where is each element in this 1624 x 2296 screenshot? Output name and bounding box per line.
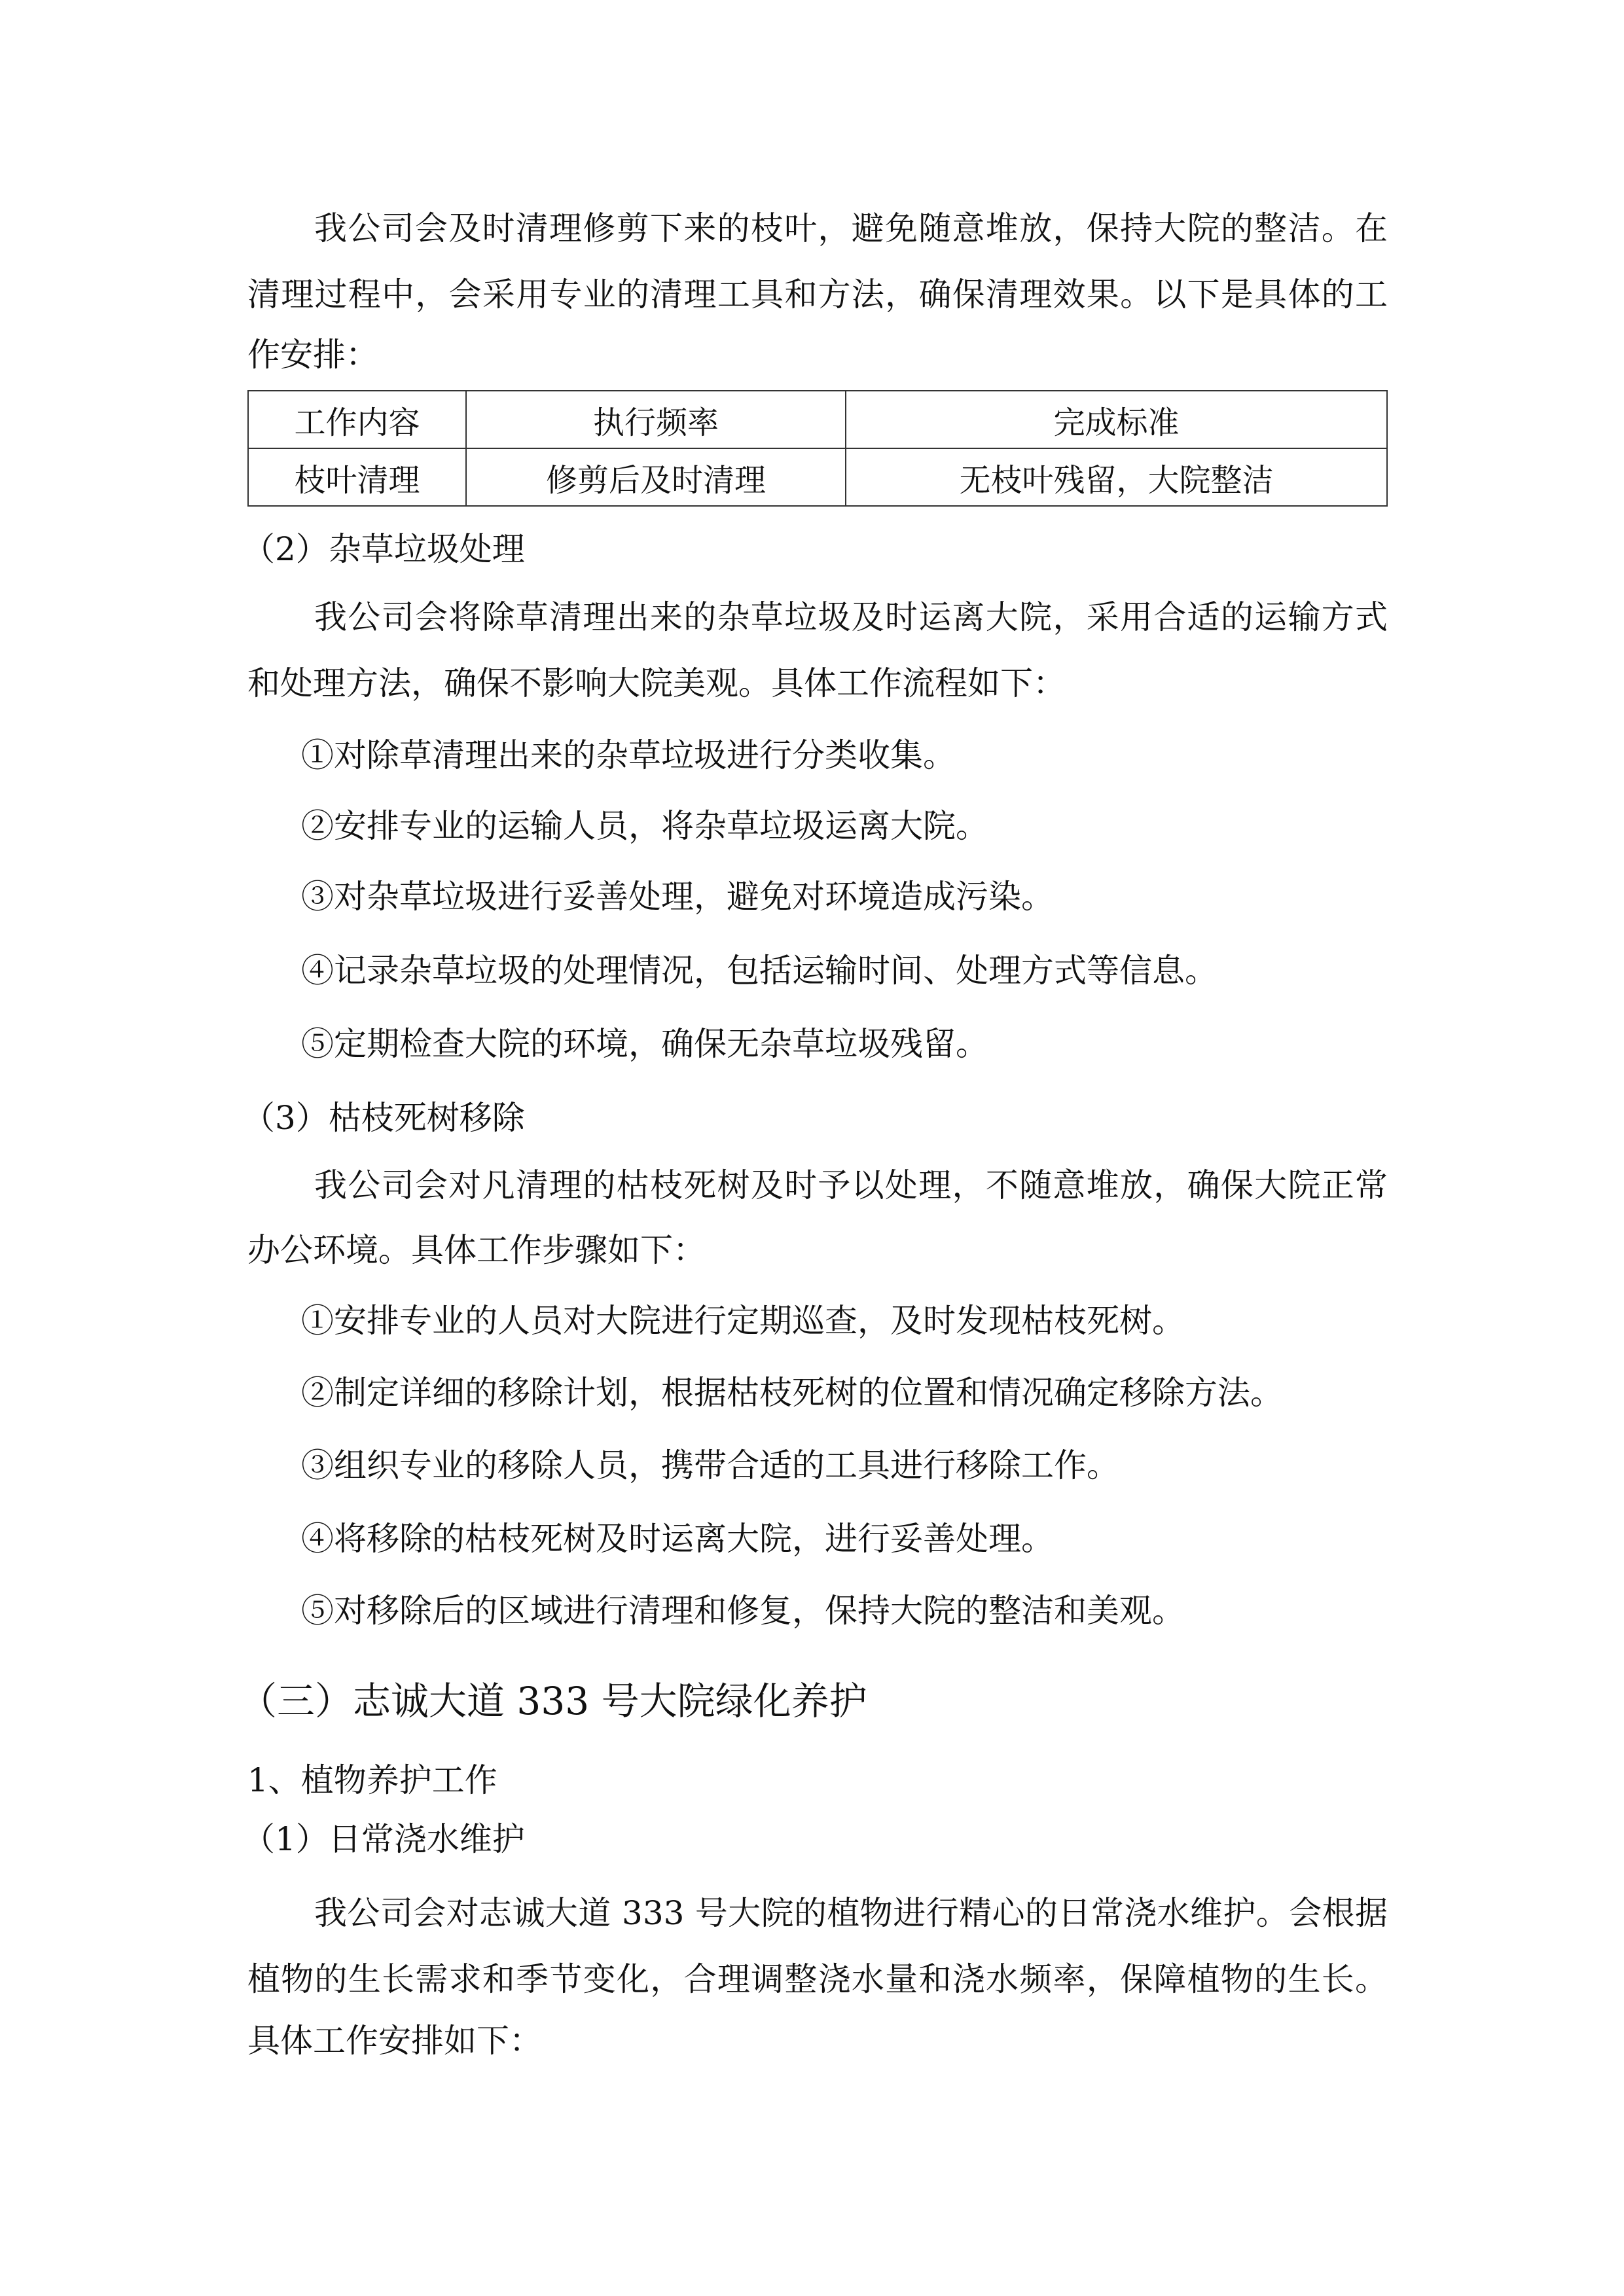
subheading-watering: （1）日常浇水维护: [242, 1820, 525, 1858]
list-item: ①安排专业的人员对大院进行定期巡查，及时发现枯枝死树。: [301, 1302, 1185, 1340]
list-item: ④将移除的枯枝死树及时运离大院，进行妥善处理。: [301, 1520, 1054, 1558]
list-item: ③组织专业的移除人员，携带合适的工具进行移除工作。: [301, 1446, 1119, 1484]
table-cell: 无枝叶残留，大院整洁: [846, 448, 1387, 506]
work-table: [247, 390, 1388, 507]
list-item: ②制定详细的移除计划，根据枯枝死树的位置和情况确定移除方法。: [301, 1374, 1283, 1412]
table-cell: 枝叶清理: [248, 448, 466, 506]
para-weeds-line: 我公司会将除草清理出来的杂草垃圾及时运离大院，采用合适的运输方式: [314, 598, 1388, 636]
para-clearing-line: 我公司会及时清理修剪下来的枝叶，避免随意堆放，保持大院的整洁。在: [314, 209, 1388, 247]
table-header: 执行频率: [466, 391, 846, 448]
section-title-deadwood: （3）枯枝死树移除: [242, 1099, 525, 1137]
heading-greening: （三）志诚大道 333 号大院绿化养护: [239, 1679, 867, 1723]
list-item: ④记录杂草垃圾的处理情况，包括运输时间、处理方式等信息。: [301, 952, 1218, 990]
list-item: ⑤对移除后的区域进行清理和修复，保持大院的整洁和美观。: [301, 1592, 1185, 1630]
para-watering-line: 具体工作安排如下：: [247, 2022, 542, 2060]
table-row: [248, 448, 1387, 506]
table-header-row: [248, 391, 1387, 448]
list-item: ③对杂草垃圾进行妥善处理，避免对环境造成污染。: [301, 878, 1054, 916]
table-header: 完成标准: [846, 391, 1387, 448]
list-item: ①对除草清理出来的杂草垃圾进行分类收集。: [301, 736, 956, 774]
para-deadwood-line: 我公司会对凡清理的枯枝死树及时予以处理，不随意堆放，确保大院正常: [314, 1166, 1388, 1204]
para-deadwood-line: 办公环境。具体工作步骤如下：: [247, 1231, 706, 1269]
list-item: ⑤定期检查大院的环境，确保无杂草垃圾残留。: [301, 1025, 988, 1063]
subheading-plant-care: 1、植物养护工作: [247, 1761, 497, 1799]
para-watering-line: 植物的生长需求和季节变化，合理调整浇水量和浇水频率，保障植物的生长。: [247, 1960, 1388, 1998]
table-header: 工作内容: [248, 391, 466, 448]
para-clearing-line: 作安排：: [247, 336, 378, 374]
list-item: ②安排专业的运输人员，将杂草垃圾运离大院。: [301, 807, 988, 845]
para-clearing-line: 清理过程中，会采用专业的清理工具和方法，确保清理效果。以下是具体的工: [247, 276, 1388, 314]
section-title-weeds: （2）杂草垃圾处理: [242, 530, 525, 568]
para-watering-line: 我公司会对志诚大道 333 号大院的植物进行精心的日常浇水维护。会根据: [314, 1894, 1388, 1932]
table-cell: 修剪后及时清理: [466, 448, 846, 506]
para-weeds-line: 和处理方法，确保不影响大院美观。具体工作流程如下：: [247, 664, 1066, 702]
